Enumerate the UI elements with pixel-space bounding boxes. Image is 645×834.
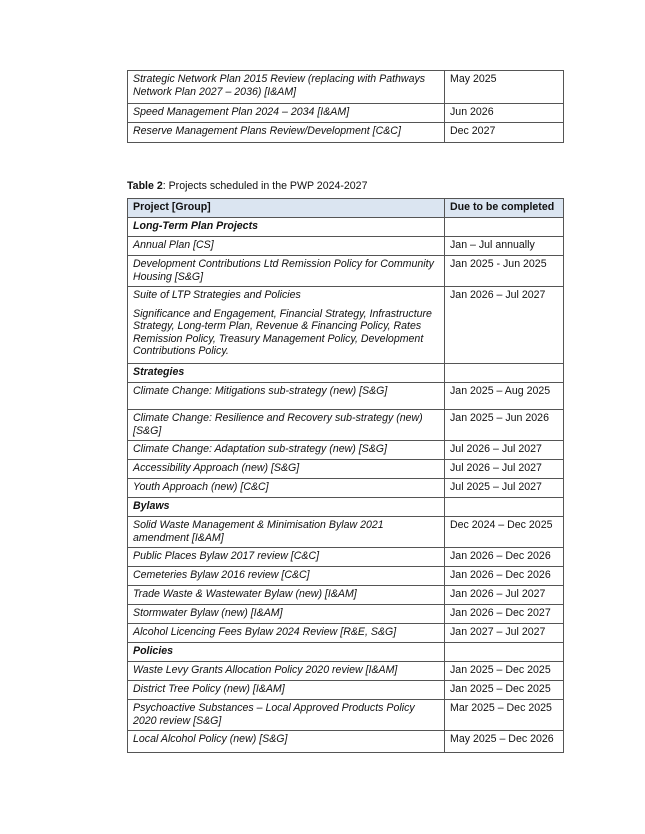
due-cell: Jan 2026 – Jul 2027 — [445, 287, 564, 364]
project-cell — [128, 441, 445, 460]
due-cell: Jan 2026 – Dec 2026 — [445, 567, 564, 586]
table-row — [128, 662, 564, 681]
project-detail: Significance and Engagement, Financial Strategy, Infrastructure Strategy, Long-term Plan, Revenue & Financing Policy, Rates Remission Policy, Treasury Management Policy, Development Contributions Policy. — [133, 307, 432, 357]
due-cell: Mar 2025 – Dec 2025 — [445, 700, 564, 731]
project-name: Alcohol Licencing Fees Bylaw 2024 Review [R&E, S&G] — [133, 626, 397, 638]
due-cell: Dec 2024 – Dec 2025 — [445, 517, 564, 548]
project-name: Psychoactive Substances – Local Approved Products Policy 2020 review [S&G] — [133, 702, 415, 727]
table-row — [128, 287, 564, 364]
table-header-row — [128, 199, 564, 218]
project-cell — [128, 460, 445, 479]
project-name: Accessibility Approach (new) [S&G] — [133, 462, 300, 474]
due-cell: Jan 2025 - Jun 2025 — [445, 256, 564, 287]
project-name: Solid Waste Management & Minimisation Bylaw 2021 amendment [I&AM] — [133, 519, 384, 544]
table-row — [128, 383, 564, 410]
section-title — [128, 218, 445, 237]
table-row — [128, 104, 564, 123]
project-cell: Speed Management Plan 2024 – 2034 [I&AM] — [128, 104, 445, 123]
due-cell: Jan 2025 – Aug 2025 — [445, 383, 564, 410]
project-cell — [128, 410, 445, 441]
due-cell: Jul 2025 – Jul 2027 — [445, 479, 564, 498]
due-cell: Jan 2026 – Jul 2027 — [445, 586, 564, 605]
caption-label: Table 2 — [127, 180, 163, 192]
project-name: Policies — [133, 645, 174, 657]
section-row — [128, 218, 564, 237]
table-row — [128, 517, 564, 548]
table-row — [128, 460, 564, 479]
project-cell — [128, 624, 445, 643]
project-name: Development Contributions Ltd Remission Policy for Community Housing [S&G] — [133, 258, 434, 283]
project-cell — [128, 586, 445, 605]
due-cell: May 2025 – Dec 2026 — [445, 731, 564, 753]
table-row — [128, 256, 564, 287]
project-name: Climate Change: Adaptation sub-strategy (new) [S&G] — [133, 443, 387, 455]
project-name: Cemeteries Bylaw 2016 review [C&C] — [133, 569, 310, 581]
project-cell — [128, 567, 445, 586]
due-cell: Jun 2026 — [445, 104, 564, 123]
section-row — [128, 498, 564, 517]
project-cell — [128, 287, 445, 364]
project-name: Stormwater Bylaw (new) [I&AM] — [133, 607, 283, 619]
due-cell: Jan 2026 – Dec 2026 — [445, 548, 564, 567]
due-cell — [445, 643, 564, 662]
section-row — [128, 364, 564, 383]
due-cell: Jan 2025 – Jun 2026 — [445, 410, 564, 441]
table-row — [128, 441, 564, 460]
project-cell — [128, 700, 445, 731]
table-row — [128, 586, 564, 605]
project-cell — [128, 256, 445, 287]
table-row — [128, 479, 564, 498]
project-name: Waste Levy Grants Allocation Policy 2020 review [I&AM] — [133, 664, 398, 676]
section-title — [128, 498, 445, 517]
table-row — [128, 71, 564, 104]
table-row — [128, 548, 564, 567]
table-row — [128, 567, 564, 586]
project-cell — [128, 517, 445, 548]
due-cell: May 2025 — [445, 71, 564, 104]
caption-text: : Projects scheduled in the PWP 2024-2027 — [162, 180, 368, 192]
project-cell — [128, 731, 445, 753]
plans-table-continued — [127, 70, 564, 143]
project-name: Youth Approach (new) [C&C] — [133, 481, 269, 493]
table-2-caption — [127, 180, 367, 192]
project-name: Bylaws — [133, 500, 170, 512]
project-name: Local Alcohol Policy (new) [S&G] — [133, 733, 288, 745]
project-name: Long-Term Plan Projects — [133, 220, 258, 232]
due-cell: Jan 2025 – Dec 2025 — [445, 681, 564, 700]
project-name: Annual Plan [CS] — [133, 239, 214, 251]
section-row — [128, 643, 564, 662]
project-name: Public Places Bylaw 2017 review [C&C] — [133, 550, 320, 562]
table-row — [128, 700, 564, 731]
project-name: Suite of LTP Strategies and Policies — [133, 289, 301, 301]
due-cell — [445, 364, 564, 383]
project-cell — [128, 681, 445, 700]
header-due: Due to be completed — [445, 199, 564, 218]
project-cell — [128, 548, 445, 567]
projects-table — [127, 198, 564, 753]
section-title — [128, 643, 445, 662]
section-title — [128, 364, 445, 383]
project-name: District Tree Policy (new) [I&AM] — [133, 683, 285, 695]
table-row — [128, 123, 564, 143]
due-cell: Jul 2026 – Jul 2027 — [445, 441, 564, 460]
project-name: Trade Waste & Wastewater Bylaw (new) [I&AM] — [133, 588, 357, 600]
project-cell: Strategic Network Plan 2015 Review (replacing with Pathways Network Plan 2027 – 2036) [I&AM] — [128, 71, 445, 104]
due-cell: Jan 2026 – Dec 2027 — [445, 605, 564, 624]
table-row — [128, 237, 564, 256]
table-row — [128, 731, 564, 753]
header-project: Project [Group] — [128, 199, 445, 218]
table-row — [128, 410, 564, 441]
project-cell — [128, 383, 445, 410]
project-cell — [128, 237, 445, 256]
project-cell: Reserve Management Plans Review/Development [C&C] — [128, 123, 445, 143]
due-cell: Jul 2026 – Jul 2027 — [445, 460, 564, 479]
table-row — [128, 624, 564, 643]
due-cell: Dec 2027 — [445, 123, 564, 143]
due-cell: Jan – Jul annually — [445, 237, 564, 256]
due-cell — [445, 498, 564, 517]
project-name: Strategies — [133, 366, 185, 378]
project-cell — [128, 605, 445, 624]
table-row — [128, 681, 564, 700]
project-cell — [128, 479, 445, 498]
due-cell: Jan 2025 – Dec 2025 — [445, 662, 564, 681]
project-name: Climate Change: Mitigations sub-strategy (new) [S&G] — [133, 385, 388, 397]
due-cell: Jan 2027 – Jul 2027 — [445, 624, 564, 643]
project-name: Climate Change: Resilience and Recovery sub-strategy (new) [S&G] — [133, 412, 423, 437]
project-cell — [128, 662, 445, 681]
due-cell — [445, 218, 564, 237]
table-row — [128, 605, 564, 624]
